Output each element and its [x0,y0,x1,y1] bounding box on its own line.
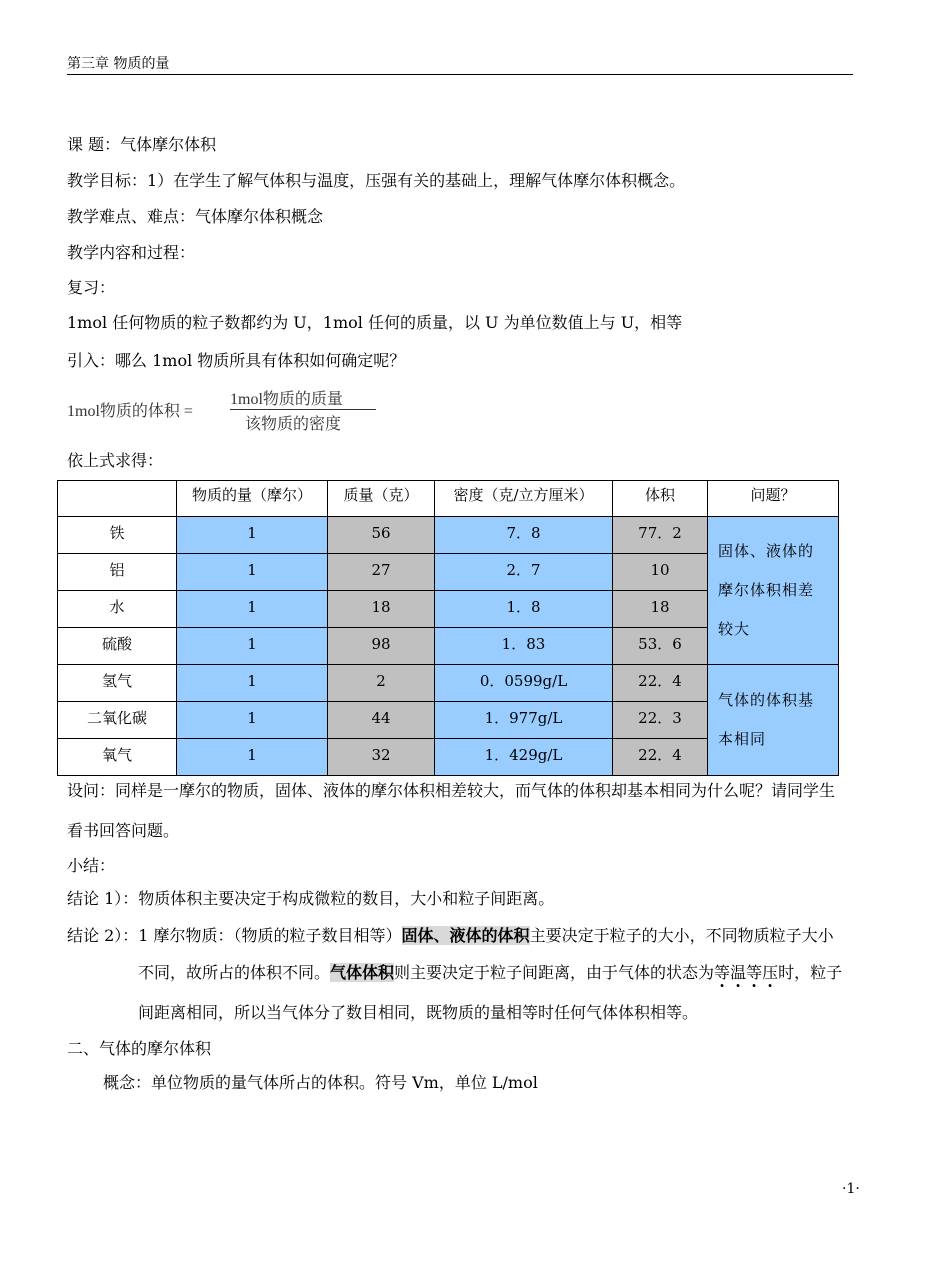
mol-cell: 1 [177,665,328,702]
conclusion-2-line-1 [67,925,834,947]
formula-numerator: 1mol物质的质量 [230,391,343,408]
mol-cell: 1 [177,554,328,591]
substance-name: 氧气 [58,739,177,776]
emphasis-char: 等 [714,963,731,982]
note-gas [708,665,839,776]
density-cell: 1．429g/L [435,739,613,776]
density-cell: 1．977g/L [435,702,613,739]
derive-label: 依上式求得： [67,451,164,470]
conclusion-2-text: 则主要决定于粒子间距离，由于气体的状态为 [394,963,715,982]
highlight-solid-liquid: 固体、液体的体积 [401,926,530,945]
teaching-difficulty: 教学难点、难点：气体摩尔体积概念 [67,207,324,226]
conclusion-2-text: 结论 2）：1 摩尔物质：（物质的粒子数目相等） [67,926,402,945]
mol-cell: 1 [177,591,328,628]
volume-cell: 22．4 [613,739,708,776]
note-line: 摩尔体积相差 [718,581,815,599]
volume-cell: 53．6 [613,628,708,665]
review-heading: 复习： [67,278,116,297]
note-line: 本相同 [718,730,767,748]
table-row [58,517,839,554]
topic-line: 课 题：气体摩尔体积 [67,135,217,154]
mass-cell: 27 [328,554,435,591]
formula-denominator: 该物质的密度 [245,416,342,433]
table-header-cell [58,481,177,517]
running-header: 第三章 物质的量 [67,55,853,75]
volume-cell: 18 [613,591,708,628]
emphasis-char: 温 [730,963,747,982]
mass-cell: 2 [328,665,435,702]
question-line-2: 看书回答问题。 [67,821,180,840]
note-solid-liquid [708,517,839,665]
mass-cell: 32 [328,739,435,776]
conclusion-2-text: 主要决定于粒子的大小，不同物质粒子大小 [529,926,834,945]
concept-definition: 概念：单位物质的量气体所占的体积。符号 Vm，单位 L/mol [103,1073,538,1092]
volume-cell: 10 [613,554,708,591]
conclusion-2-line-3: 间距离相同，所以当气体分了数目相同，既物质的量相等时任何气体体积相等。 [138,1003,699,1022]
volume-cell: 22．4 [613,665,708,702]
density-cell: 2．7 [435,554,613,591]
table-header-cell: 体积 [613,481,708,517]
summary-heading: 小结： [67,856,116,875]
teaching-goal: 教学目标：1）在学生了解气体积与温度，压强有关的基础上，理解气体摩尔体积概念。 [67,171,686,190]
volume-cell: 77．2 [613,517,708,554]
table-header-cell: 问题？ [708,481,839,517]
teaching-process-heading: 教学内容和过程： [67,243,196,262]
note-line: 气体的体积基 [718,691,815,709]
substance-name: 氢气 [58,665,177,702]
substance-name: 硫酸 [58,628,177,665]
fraction-bar [230,409,376,410]
table-header-row [58,481,839,517]
table-header-cell: 物质的量（摩尔） [177,481,328,517]
emphasis-char: 等 [746,963,763,982]
formula-lhs: 1mol物质的体积 = [67,403,193,420]
conclusion-1: 结论 1）：物质体积主要决定于构成微粒的数目，大小和粒子间距离。 [67,889,555,908]
table-header-cell: 质量（克） [328,481,435,517]
emphasis-char: 压 [762,963,779,982]
substance-name: 水 [58,591,177,628]
mol-cell: 1 [177,628,328,665]
substance-name: 铁 [58,517,177,554]
review-text: 1mol 任何物质的粒子数都约为 U，1mol 任何的质量，以 U 为单位数值上与 U，相等 [67,313,683,332]
mass-cell: 56 [328,517,435,554]
table-row [58,665,839,702]
density-cell: 1．83 [435,628,613,665]
conclusion-2-line-2 [138,962,842,984]
table-header-cell: 密度（克/立方厘米） [435,481,613,517]
mol-cell: 1 [177,702,328,739]
density-cell: 1．8 [435,591,613,628]
mass-cell: 98 [328,628,435,665]
note-line: 较大 [718,620,751,638]
molar-volume-table [57,480,839,776]
question-line-1: 设问：同样是一摩尔的物质，固体、液体的摩尔体积相差较大，而气体的体积却基本相同为什么呢？请同学生 [67,781,836,800]
mass-cell: 44 [328,702,435,739]
density-cell: 7．8 [435,517,613,554]
conclusion-2-text: 不同，故所占的体积不同。 [138,963,331,982]
note-line: 固体、液体的 [718,542,815,560]
mass-cell: 18 [328,591,435,628]
intro-question: 引入：哪么 1mol 物质所具有体积如何确定呢？ [67,351,406,370]
volume-cell: 22．3 [613,702,708,739]
mol-cell: 1 [177,739,328,776]
highlight-gas-volume: 气体体积 [330,963,395,982]
density-cell: 0．0599g/L [435,665,613,702]
section-2-heading: 二、气体的摩尔体积 [67,1039,212,1058]
substance-name: 二氧化碳 [58,702,177,739]
substance-name: 铝 [58,554,177,591]
mol-cell: 1 [177,517,328,554]
page-number: ·1· [842,1181,860,1197]
conclusion-2-text: 时，粒子 [778,963,843,982]
